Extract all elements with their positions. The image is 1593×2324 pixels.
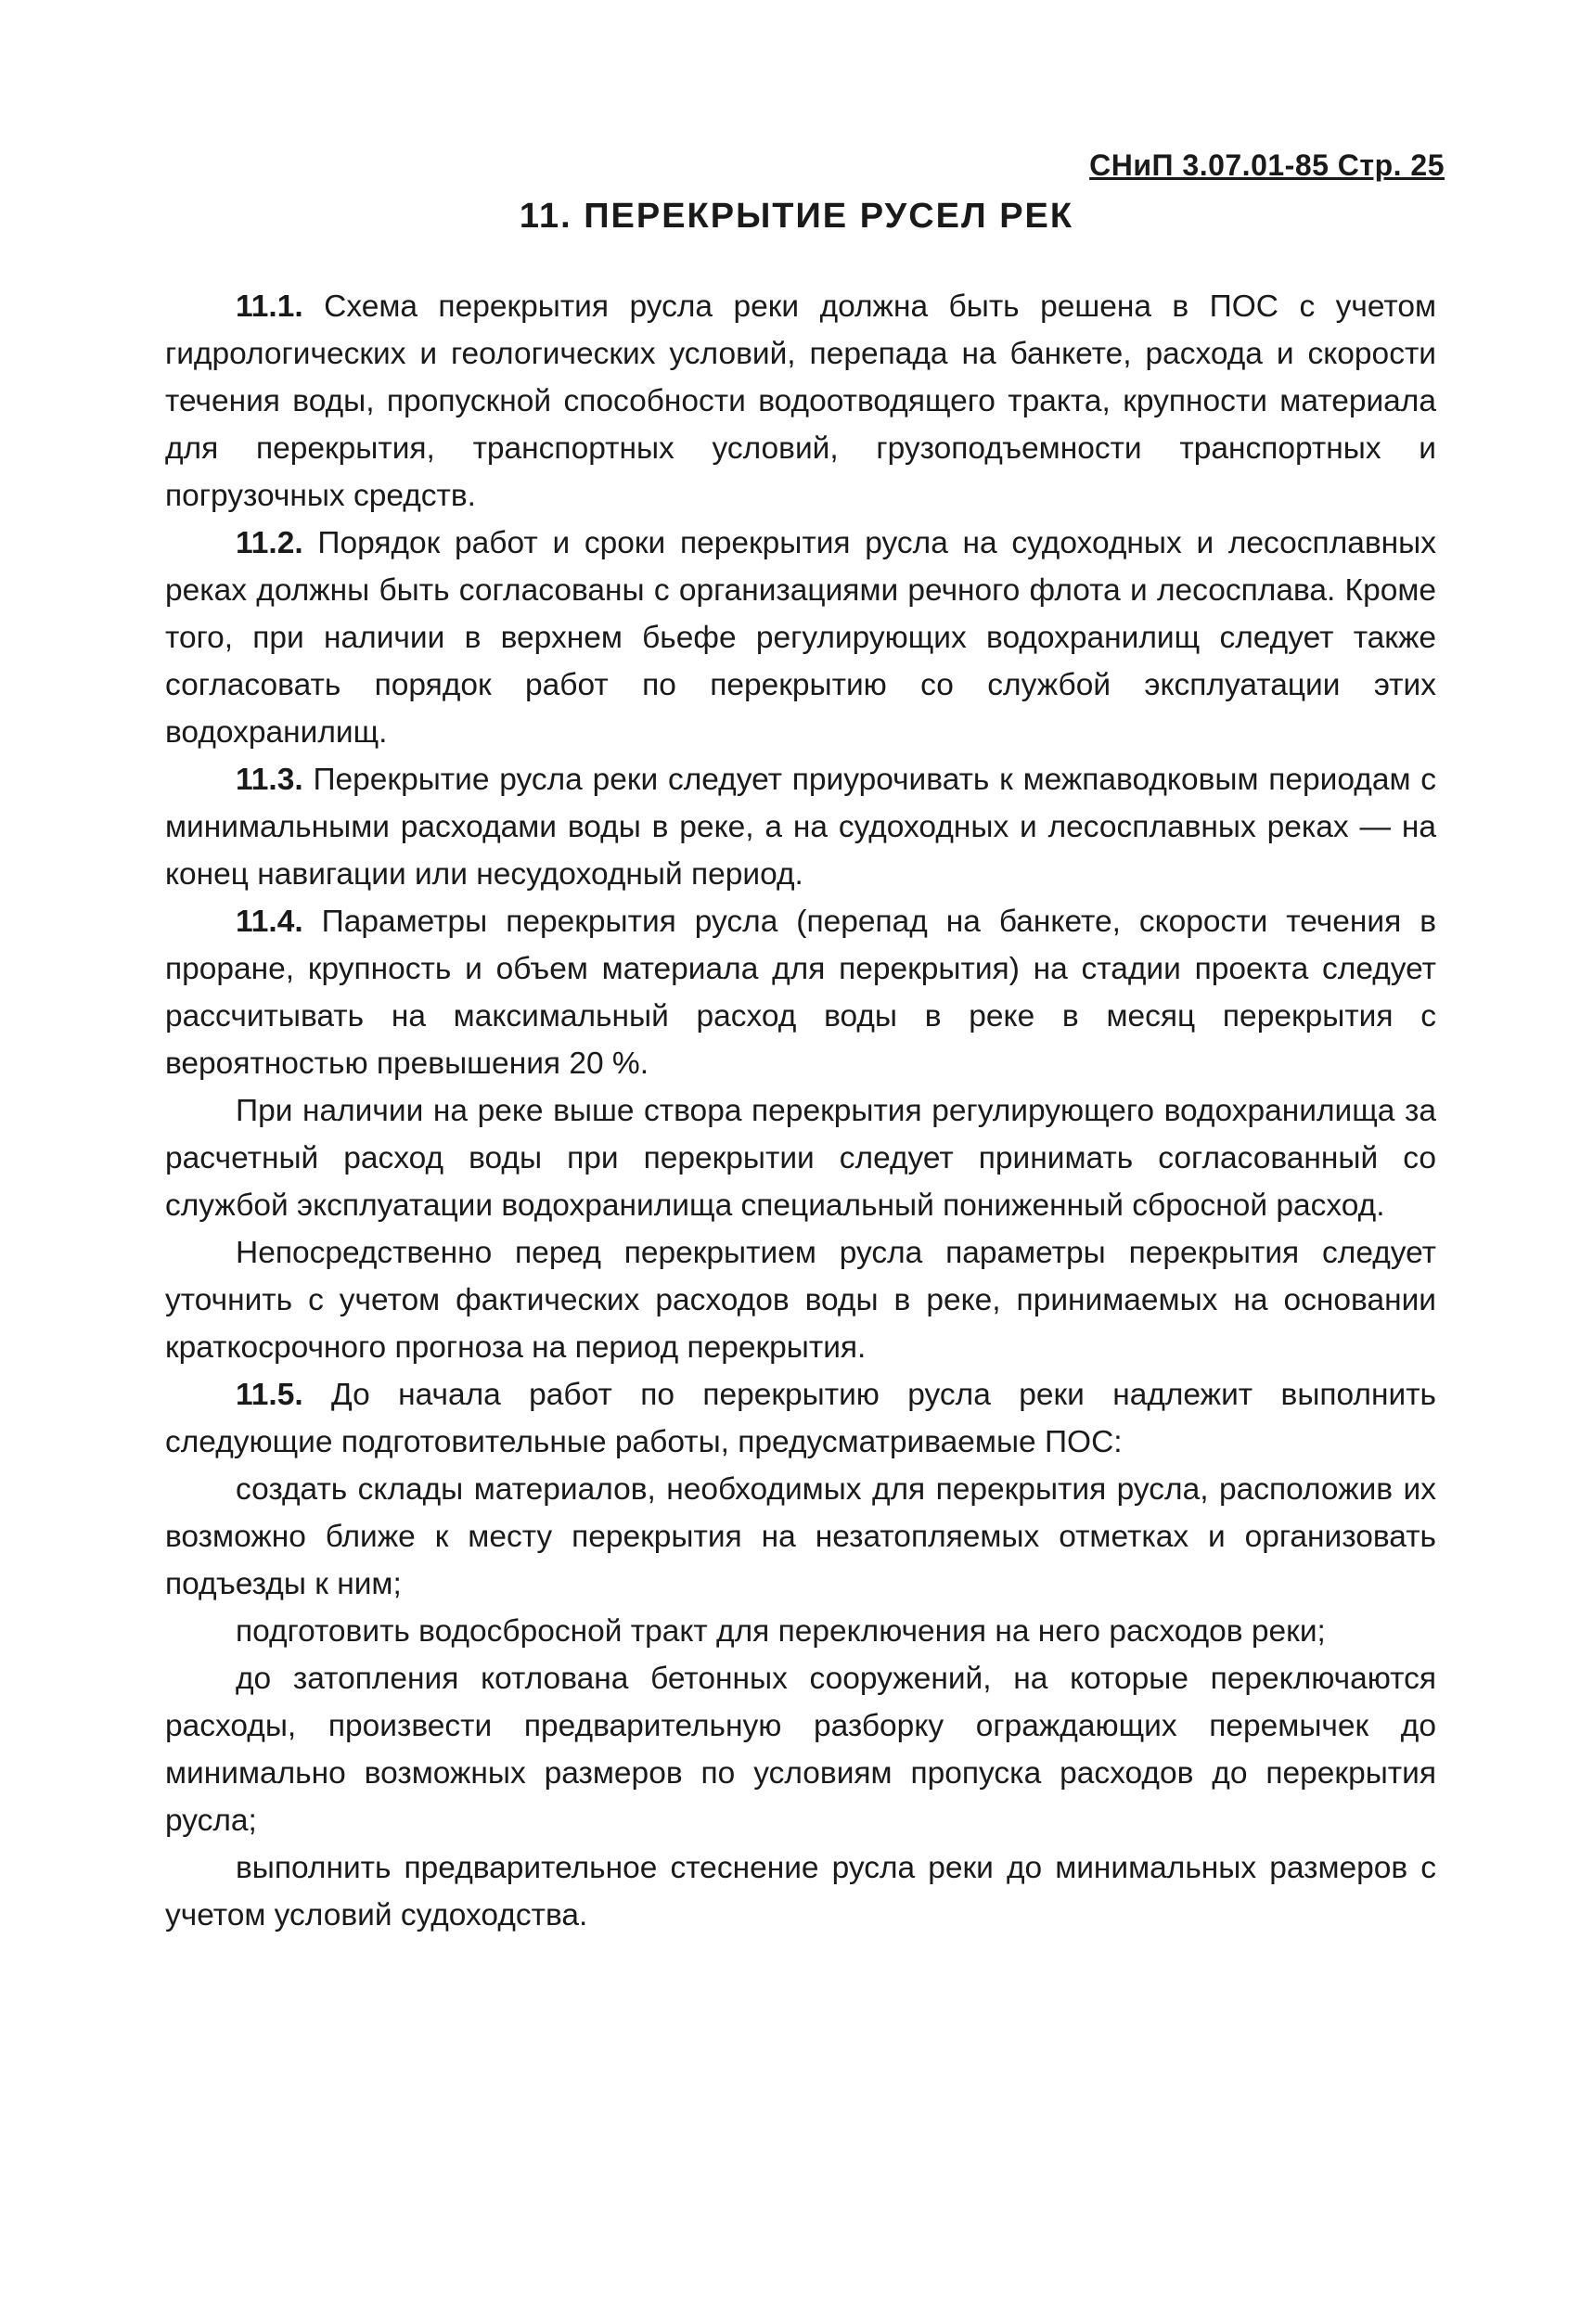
paragraph-text: Параметры перекрытия русла (перепад на банкете, скорости течения в проране, крупность и объем материала для перекрытия) на стадии проекта следует рассчитывать на максимальный расход воды в реке в месяц перекрытия с вероятностью превышения 20 %. — [165, 905, 1436, 1081]
paragraph-text: создать склады материалов, необходимых для перекрытия русла, расположив их возможно ближе к месту перекрытия на незатопляемых отметках и организовать подъезды к ним; — [165, 1472, 1436, 1601]
paragraph-text: до затопления котлована бетонных сооружений, на которые переключаются расходы, произвести предварительную разборку ограждающих перемычек до минимально возможных размеров по условиям пропуска расходов до перекрытия русла; — [165, 1662, 1436, 1838]
paragraph-text: Схема перекрытия русла реки должна быть решена в ПОС с учетом гидрологических и геологических условий, перепада на банкете, расхода и скорости течения воды, пропускной способности водоотводящего тракта, крупности материала для перекрытия, транспортных условий, грузоподъемности транспортных и погрузочных средств. — [165, 289, 1436, 513]
clause-number: 11.5. — [236, 1378, 303, 1412]
paragraph-text: При наличии на реке выше створа перекрытия регулирующего водохранилища за расчетный расход воды при перекрытии следует принимать согласованный со службой эксплуатации водохранилища специальный пониженный сбросной расход. — [165, 1094, 1436, 1223]
clause-number: 11.4. — [236, 905, 303, 939]
paragraph-text: До начала работ по перекрытию русла реки надлежит выполнить следующие подготовительные работы, предусматриваемые ПОС: — [165, 1378, 1436, 1459]
paragraph-11-3 — [165, 756, 1436, 898]
list-item-spillway — [165, 1608, 1436, 1655]
paragraph-11-4-refinement — [165, 1229, 1436, 1371]
running-header: СНиП 3.07.01-85 Стр. 25 — [1089, 148, 1445, 182]
clause-number: 11.2. — [236, 526, 303, 560]
list-item-cofferdams — [165, 1655, 1436, 1844]
clause-number: 11.1. — [236, 289, 303, 324]
list-item-warehouses — [165, 1466, 1436, 1608]
list-item-channel-narrowing — [165, 1844, 1436, 1939]
paragraph-11-2 — [165, 520, 1436, 756]
paragraph-11-5 — [165, 1371, 1436, 1466]
paragraph-11-4-reservoir — [165, 1087, 1436, 1229]
paragraph-text: подготовить водосбросной тракт для переключения на него расходов реки; — [236, 1614, 1326, 1649]
paragraph-text: выполнить предварительное стеснение русла реки до минимальных размеров с учетом условий судоходства. — [165, 1851, 1436, 1932]
clause-number: 11.3. — [236, 763, 303, 797]
paragraph-text: Перекрытие русла реки следует приурочивать к межпаводковым периодам с минимальными расходами воды в реке, а на судоходных и лесосплавных реках — на конец навигации или несудоходный период. — [165, 763, 1436, 892]
paragraph-text: Порядок работ и сроки перекрытия русла на судоходных и лесосплавных реках должны быть согласованы с организациями речного флота и лесосплава. Кроме того, при наличии в верхнем бьефе регулирующих водохранилищ следует также согласовать порядок работ по перекрытию со службой эксплуатации этих водохранилищ. — [165, 526, 1436, 750]
paragraph-text: Непосредственно перед перекрытием русла параметры перекрытия следует уточнить с учетом фактических расходов воды в реке, принимаемых на основании краткосрочного прогноза на период перекрытия. — [165, 1236, 1436, 1365]
paragraph-11-1 — [165, 283, 1436, 520]
section-title: 11. ПЕРЕКРЫТИЕ РУСЕЛ РЕК — [519, 197, 1074, 236]
body-text — [165, 283, 1436, 1939]
paragraph-11-4 — [165, 898, 1436, 1087]
